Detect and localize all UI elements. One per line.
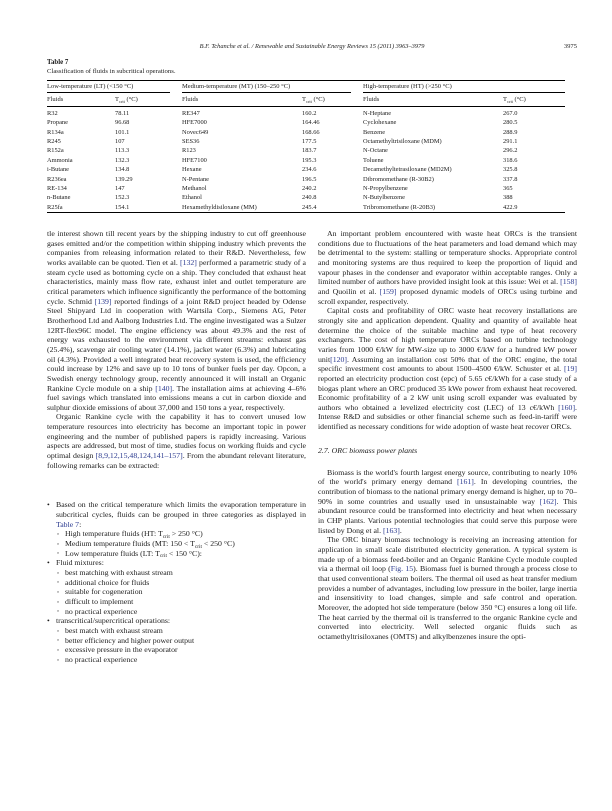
- table-cell-fluid: Propane: [47, 119, 68, 127]
- table-cell-tcrit: 296.2: [503, 147, 518, 155]
- sub-bullet-icon: ◦: [57, 608, 60, 616]
- table-cell-tcrit: 365: [503, 185, 513, 193]
- column-header-tcrit: $T_{crit}$ (°C): [302, 94, 363, 106]
- bullet-item: [47, 500, 306, 529]
- table-row: [47, 146, 565, 155]
- table-cell-fluid: R152a: [47, 147, 64, 155]
- sub-bullet-text: no practical experience: [65, 606, 138, 616]
- table-row: [47, 156, 565, 165]
- bullet-text: Based on the critical temperature which limits the evaporation temperature in subcritical cycles, fluids can be grouped in three categories as displayed in Table 7:: [56, 500, 306, 529]
- sub-bullet-text: best match with exhaust stream: [65, 625, 163, 635]
- table-cell-tcrit: 195.3: [302, 156, 317, 164]
- table-cell-fluid: R123: [182, 147, 196, 155]
- table-cell-fluid: Dibromomethane (R-30B2): [363, 175, 434, 183]
- table-cell-fluid: HFE7100: [182, 156, 207, 164]
- table-cell-fluid: Hexamethyldisiloxane (MM): [182, 203, 257, 211]
- table-row: [47, 184, 565, 193]
- sub-bullet-item: [57, 645, 306, 655]
- citation-link[interactable]: [139]: [94, 296, 112, 306]
- table-cell-fluid: SES36: [182, 138, 200, 146]
- sub-bullet-icon: ◦: [57, 656, 60, 664]
- sub-bullet-item: [57, 539, 306, 549]
- table-cell-tcrit: 240.2: [302, 185, 317, 193]
- table-cell-fluid: R134a: [47, 128, 64, 136]
- table-cell-tcrit: 177.5: [302, 138, 317, 146]
- table-cell-tcrit: 234.6: [302, 166, 317, 174]
- table-cell-tcrit: 168.66: [302, 128, 320, 136]
- table-cell-fluid: Methanol: [182, 185, 207, 193]
- table-cell-fluid: R236ea: [47, 175, 67, 183]
- table-row: [47, 165, 565, 174]
- table-cell-fluid: Decamethyltetrasiloxane (MD2M): [363, 166, 452, 174]
- bullet-item: [47, 558, 306, 568]
- column-header-fluids: Fluids: [363, 94, 503, 106]
- sub-bullet-text: Medium temperature fluids (MT: $150 < T_{crit} < 250$ °C): [65, 539, 235, 550]
- table-cell-fluid: Cyclohexane: [363, 119, 397, 127]
- bullet-icon: •: [47, 616, 50, 626]
- sub-bullet-item: [57, 636, 306, 646]
- table-cell-fluid: N-Octane: [363, 147, 388, 155]
- table-cell-tcrit: 107: [115, 138, 125, 146]
- table-cell-tcrit: 96.68: [115, 119, 130, 127]
- table-cell-fluid: R32: [47, 109, 58, 117]
- table-cell-tcrit: 139.29: [115, 175, 133, 183]
- table-cell-fluid: Ethanol: [182, 194, 202, 202]
- table-cell-fluid: HFE7000: [182, 119, 207, 127]
- sub-bullet-icon: ◦: [57, 646, 60, 654]
- table-cell-tcrit: 245.4: [302, 203, 317, 211]
- page-header: [47, 43, 577, 50]
- table-cell-tcrit: 113.3: [115, 147, 130, 155]
- sub-bullet-icon: ◦: [57, 637, 60, 645]
- table-group-header: Medium-temperature (MT) (150–250 °C): [182, 80, 363, 94]
- sub-bullet-icon: ◦: [57, 579, 60, 587]
- bullet-text: transcritical/supercritical operations:: [56, 616, 171, 626]
- sub-bullet-icon: ◦: [57, 588, 60, 596]
- table-label: Table 7: [47, 59, 69, 66]
- sub-bullet-text: excessive pressure in the evaporator: [65, 645, 178, 655]
- paragraph: tle interest shown till recent years by the shipping industry to cut off greenhouse gases emitted and/or the competition within shipping industry which prevents the companies from releasing information related to their R&D. Nevertheless, few works available can be quoted. Tien et al. [132] performed a parametric study of a steam cycle used as bottoming cycle on a ship. They concluded that exhaust heat characteristics, mainly mass flow rate, exhaust inlet and outlet temperature are critical parameters which influence significantly the performance of the bottoming cycle. Schmid [139] reported findings of a joint R&D project headed by Odense Steel Shipyard Ltd in cooperation with Wartsila Corp., Siemens AG, Peter Brotherhood Ltd and Aalborg Industries Ltd. The engine investigated was a Sulzer 12RT-flex96C model. The engine efficiency was about 49.3% and the rest of energy was exhausted to the environment via different streams: exhaust gas (25.4%), scavenge air cooling water (14.1%), jacket water (6.3%) and lubricating oil (4.3%). Provided a well integrated heat recovery system is used, the efficiency could increase by 12% and save up to 10 tons of bunker fuels per day. Opcon, a Swedish energy technology group, recently announced it will install an Organic Rankine Cycle module on a ship [140]. The installation aims at achieving 4–6% fuel savings which translated into emissions means a cut in carbon dioxide and sulphur dioxide emissions of about 37,000 and 150 tons a year, respectively.: [47, 229, 307, 412]
- table-cell-tcrit: 280.5: [503, 119, 518, 127]
- table-row: [47, 137, 565, 146]
- sub-bullet-icon: ◦: [57, 569, 60, 577]
- table-row: [47, 118, 565, 127]
- sub-bullet-item: [57, 578, 306, 588]
- sub-bullet-text: difficult to implement: [65, 596, 134, 606]
- table-cell-tcrit: 318.6: [503, 156, 518, 164]
- table-row: [47, 193, 565, 202]
- sub-bullet-item: [57, 549, 306, 559]
- sub-bullet-item: [57, 587, 306, 597]
- sub-bullet-icon: ◦: [57, 598, 60, 606]
- table-cell-tcrit: 154.1: [115, 203, 130, 211]
- table-cell-fluid: Ammonia: [47, 156, 73, 164]
- table-cell-fluid: Tribromomethane (R-20B3): [363, 203, 436, 211]
- sub-bullet-item: [57, 568, 306, 578]
- section-heading: 2.7. ORC biomass power plants: [318, 445, 418, 455]
- table-cell-tcrit: 134.8: [115, 166, 130, 174]
- sub-bullet-icon: ◦: [57, 530, 60, 538]
- table-ref-link[interactable]: Table 7: [56, 519, 80, 529]
- sub-bullet-icon: ◦: [57, 540, 60, 548]
- citation-link[interactable]: [8,9,12,15,48,124,141–157]: [95, 451, 183, 461]
- citation-link[interactable]: [161]: [457, 477, 474, 487]
- paragraph: The ORC binary biomass technology is receiving an increasing attention for application in small scale distributed electricity generation. A typical system is made up of a biomass feed-boiler and an Organic Rankine Cycle module coupled via a thermal oil loop (Fig. 15). Biomass fuel is burned through a process close to that used conventional steam boilers. The thermal oil used as heat transfer medium provides a number of advantages, including low pressure in the boiler, large inertia and insensitivity to load changes, simple and safe control and operation. Moreover, the adopted hot side temperature (below 350 °C) ensures a long oil life. The heat carried by the thermal oil is transferred to the organic Rankine cycle and converted into electricity. Well selected organic fluids such as octamethyltrisiloxanes (OMTS) and alkylbenzenes insure the opti-: [318, 535, 577, 641]
- table-cell-tcrit: 147: [115, 185, 125, 193]
- fluids-table-head: [47, 80, 565, 107]
- sub-bullet-text: no practical experience: [65, 654, 138, 664]
- paragraph: An important problem encountered with waste heat ORCs is the transient conditions due to fluctuations of the heat parameters and load demand which may be detrimental to the system: stalling or temperature shocks. Appropriate control and monitoring systems are thus required to keep the proportion of liquid and vapour phases in the condenser and evaporator within acceptable ranges. Only a limited number of authors have provided insight look at this issue: Wei et al. [158] and Quoilin et al. [159] proposed dynamic models of ORCs using turbine and scroll expander, respectively.: [318, 229, 577, 306]
- sub-bullet-text: best matching with exhaust stream: [65, 568, 173, 577]
- table-caption: Classification of fluids in subcritical operations.: [47, 67, 176, 75]
- table-cell-tcrit: 183.7: [302, 147, 317, 155]
- sub-bullet-item: [57, 607, 306, 617]
- sub-bullet-item: [57, 626, 306, 636]
- sub-bullet-text: suitable for cogeneration: [65, 587, 143, 597]
- table-cell-fluid: RE-134: [47, 185, 67, 193]
- running-head: B.F. Tchanche et al. / Renewable and Sustainable Energy Reviews 15 (2011) 3963–3979: [199, 43, 425, 50]
- table-row: [47, 128, 565, 137]
- sub-bullet-text: High temperature fluids (HT: $T_{crit} > 250$ °C): [65, 529, 203, 540]
- table-row: [47, 107, 565, 118]
- table-cell-tcrit: 132.3: [115, 156, 130, 164]
- table-cell-fluid: R245: [47, 138, 61, 146]
- sub-bullet-item: [57, 655, 306, 665]
- figure-ref-link[interactable]: Fig. 15: [390, 564, 414, 574]
- paragraph: Biomass is the world's fourth largest energy source, contributing to nearly 10% of the world's primary energy demand [161]. In developing countries, the contribution of biomass to the national primary energy demand is higher, up to 70–90% in some countries and usually used in unsustainable way [162]. This abundant resource could be transformed into electricity and heat when necessary in CHP plants. Various potential technologies that could serve this purpose were listed by Dong et al. [163].: [318, 467, 577, 535]
- table-7-block: [47, 59, 565, 213]
- column-header-tcrit: $T_{crit}$ (°C): [503, 94, 565, 106]
- table-cell-fluid: N-Butylbenzene: [363, 194, 405, 202]
- table-cell-tcrit: 240.8: [302, 194, 317, 202]
- citation-link[interactable]: [160]: [558, 402, 576, 412]
- bullet-icon: •: [47, 558, 50, 568]
- paragraph: Organic Rankine cycle with the capability it has to convert unused low temperature resources into electricity has become an important topic in power engineering and the number of published papers is rapidly increasing. Various aspects are addressed, but most of time, studies focus on working fluids and cycle optimal design [8,9,12,15,48,124,141–157]. From the abundant relevant literature, following remarks can be extracted:: [47, 412, 306, 470]
- citation-link[interactable]: [19]: [564, 364, 577, 374]
- bullet-icon: •: [47, 500, 50, 510]
- citation-link[interactable]: [120]: [330, 354, 348, 364]
- table-cell-fluid: N-Heptane: [363, 109, 392, 117]
- table-cell-fluid: i-Butane: [47, 166, 70, 174]
- right-column: [318, 229, 577, 665]
- table-cell-tcrit: 164.46: [302, 119, 320, 127]
- fluids-table-body: [47, 107, 565, 213]
- table-cell-tcrit: 78.11: [115, 109, 130, 117]
- left-column: [47, 229, 306, 665]
- bullet-list: [47, 500, 306, 664]
- table-cell-fluid: N-Pentane: [182, 175, 209, 183]
- fluids-table: [47, 80, 565, 214]
- table-group-header: High-temperature (HT) (>250 °C): [363, 80, 565, 94]
- page-number: 3975: [563, 43, 577, 50]
- table-cell-tcrit: 388: [503, 194, 513, 202]
- table-cell-tcrit: 196.5: [302, 175, 317, 183]
- sub-bullet-item: [57, 529, 306, 539]
- citation-link[interactable]: [159]: [379, 286, 397, 296]
- table-cell-fluid: RE347: [182, 109, 200, 117]
- table-cell-tcrit: 267.0: [503, 109, 518, 117]
- table-cell-tcrit: 325.8: [503, 166, 518, 174]
- sub-bullet-text: better efficiency and higher power output: [65, 635, 195, 645]
- table-row: [47, 203, 565, 213]
- column-header-fluids: Fluids: [47, 94, 115, 106]
- table-cell-fluid: Benzene: [363, 128, 386, 136]
- table-group-header: Low-temperature (LT) (<150 °C): [47, 80, 182, 94]
- table-cell-fluid: R25fa: [47, 203, 63, 211]
- sub-bullet-text: Low temperature fluids (LT: $T_{crit} < 150$ °C):: [65, 548, 202, 560]
- column-header-fluids: Fluids: [182, 94, 302, 106]
- table-cell-fluid: Hexane: [182, 166, 202, 174]
- column-header-tcrit: $T_{crit}$ (°C): [115, 94, 182, 106]
- table-cell-fluid: n-Butane: [47, 194, 71, 202]
- sub-bullet-item: [57, 597, 306, 607]
- table-row: [47, 175, 565, 184]
- table-cell-tcrit: 152.3: [115, 194, 130, 202]
- bullet-text: Fluid mixtures:: [56, 558, 104, 568]
- sub-bullet-text: additional choice for fluids: [65, 577, 150, 587]
- table-cell-fluid: N-Propylbenzene: [363, 185, 408, 193]
- body-text: [47, 229, 577, 665]
- table-cell-fluid: Toluene: [363, 156, 384, 164]
- citation-link[interactable]: [162]: [539, 496, 557, 506]
- table-cell-tcrit: 101.1: [115, 128, 130, 136]
- table-cell-tcrit: 422.9: [503, 203, 518, 211]
- table-cell-fluid: Novec649: [182, 128, 209, 136]
- table-cell-tcrit: 291.1: [503, 138, 518, 146]
- citation-link[interactable]: [158]: [560, 277, 577, 287]
- sub-bullet-icon: ◦: [57, 627, 60, 635]
- table-cell-tcrit: 160.2: [302, 109, 317, 117]
- citation-link[interactable]: [163]: [382, 525, 400, 535]
- table-cell-tcrit: 288.9: [503, 128, 518, 136]
- table-cell-fluid: Octamethyltrisiloxane (MDM): [363, 138, 442, 146]
- paragraph: Capital costs and profitability of ORC waste heat recovery installations are strongly site and application dependent. Quality and quantity of available heat determine the choice of the suitable machine and type of heat recovery exchangers. The cost of high temperature ORCs based on turbine technology varies from 1000 €/kW for MW-size up to 3000 €/kW for a hundred kW power unit[120]. Assuming an installation cost 50% that of the ORC engine, the total specific investment cost amounts to about 1500–4500 €/kW. Schuster et al. [19] reported an electricity production cost (epc) of 5.65 c€/kWh for a case study of a biogas plant where an ORC produced 35 kWe power from exhaust heat recovered. Economic profitability of a 2 kW unit using scroll expander was evaluated by authors who obtained a levelized electricity cost (LEC) of 13 c€/kWh [160]. Intense R&D and subsidies or other financial scheme such as feed-in-tariff were identified as necessary conditions for wide adoption of waste heat recover ORCs.: [318, 306, 577, 432]
- sub-bullet-icon: ◦: [57, 550, 60, 558]
- table-cell-tcrit: 337.8: [503, 175, 518, 183]
- citation-link[interactable]: [140]: [155, 383, 173, 393]
- citation-link[interactable]: [132]: [179, 257, 197, 267]
- bullet-item: [47, 616, 306, 626]
